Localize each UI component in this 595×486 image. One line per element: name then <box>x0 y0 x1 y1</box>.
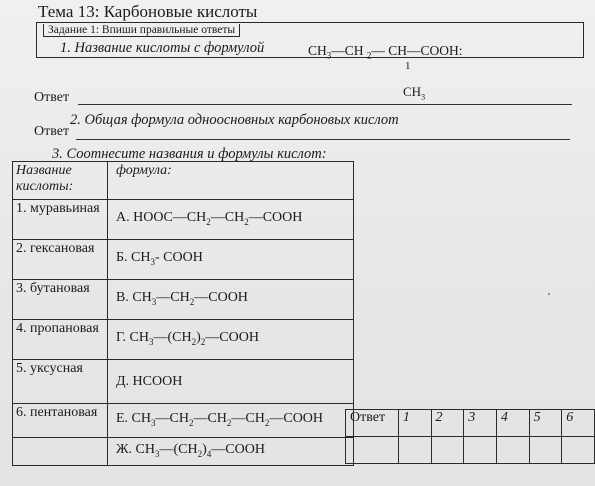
page-title: Тема 13: Карбоновые кислоты <box>38 2 258 21</box>
paper-speck <box>548 293 550 295</box>
answer-1-label: Ответ <box>34 90 70 105</box>
header-formula: формула: <box>108 162 354 200</box>
acid-name: 2. гексановая <box>13 240 108 280</box>
table-row <box>13 438 354 466</box>
answer-cell[interactable] <box>431 437 464 464</box>
answer-grid-input-row <box>346 437 595 464</box>
answer-cell[interactable] <box>529 437 562 464</box>
table-row <box>13 404 354 438</box>
table-row <box>13 240 354 280</box>
acid-name: 5. уксусная <box>13 360 108 404</box>
acid-name: 1. муравьиная <box>13 200 108 240</box>
answer-cell[interactable] <box>496 437 529 464</box>
header-name: Название кислоты: <box>13 162 108 200</box>
question-2: 2. Общая формула одноосновных карбоновых кислот <box>70 112 399 128</box>
task-label: Задание 1: Впиши правильные ответы <box>43 24 240 37</box>
branch-bond: 1 <box>405 60 411 72</box>
table-header-row <box>13 162 354 200</box>
answer-grid <box>345 409 595 464</box>
table-row <box>13 280 354 320</box>
answer-cell[interactable] <box>562 437 595 464</box>
question-1-formula: $CH_3—CH$ $_2$— CH—COOH: <box>308 43 463 61</box>
acid-formula: Б. $CH_3-$ COOH <box>108 240 354 280</box>
acid-name: 6. пентановая <box>13 404 108 438</box>
answer-cell[interactable] <box>464 437 497 464</box>
answer-number: 5 <box>529 410 562 437</box>
acid-formula: В. $CH_3—CH_2—COOH$ <box>108 280 354 320</box>
question-3: 3. Соотнесите названия и формулы кислот: <box>52 146 327 162</box>
acid-formula: Д. HCOOH <box>108 360 354 404</box>
answer-number: 3 <box>464 410 497 437</box>
answer-grid-header-row <box>346 410 595 437</box>
answer-cell[interactable] <box>398 437 431 464</box>
answer-number: 1 <box>398 410 431 437</box>
table-row <box>13 360 354 404</box>
table-row <box>13 320 354 360</box>
answer-2-label: Ответ <box>34 124 70 139</box>
table-row <box>13 200 354 240</box>
answer-2-line[interactable] <box>76 139 570 140</box>
acid-formula: А. $HOOC—CH_2—CH_2—COOH$ <box>108 200 354 240</box>
acid-formula: Г. $CH_3—(CH_2)_2—COOH$ <box>108 320 354 360</box>
acid-name: 3. бутановая <box>13 280 108 320</box>
answer-number: 6 <box>562 410 595 437</box>
branch-group: $CH_3$ <box>403 84 426 102</box>
answer-1-line[interactable] <box>78 104 572 105</box>
answer-grid-label: Ответ <box>346 410 399 437</box>
answer-number: 4 <box>496 410 529 437</box>
acid-name <box>13 438 108 466</box>
answer-blank-label <box>346 437 399 464</box>
question-1: 1. Название кислоты с формулой <box>60 40 265 56</box>
acid-formula: Ж. $CH_3—(CH_2)_4—COOH$ <box>108 438 354 466</box>
acid-name: 4. пропановая <box>13 320 108 360</box>
acid-formula: Е. $CH_3—CH_2—CH_2—CH_2—COOH$ <box>108 404 354 438</box>
matching-table <box>12 161 354 466</box>
answer-number: 2 <box>431 410 464 437</box>
